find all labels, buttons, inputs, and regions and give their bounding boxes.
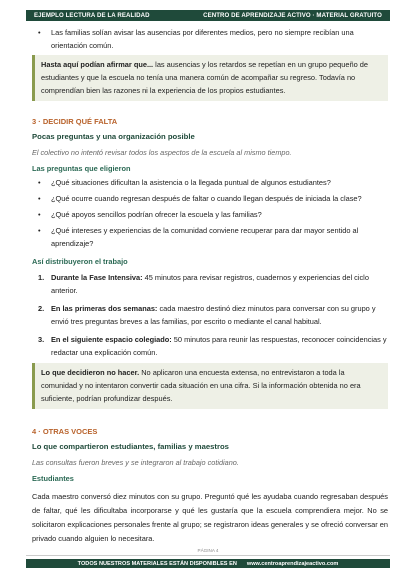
- section-subtitle: Pocas preguntas y una organización posible: [32, 132, 195, 141]
- question-text: ¿Qué apoyos sencillos podrían ofrecer la escuela y las familias?: [51, 210, 262, 219]
- header-right-text: CENTRO DE APRENDIZAJE ACTIVO · MATERIAL GRATUITO: [203, 12, 382, 19]
- list-item: [32, 333, 388, 359]
- question-text: ¿Qué situaciones dificultan la asistencia o la llegada puntual de algunos estudiantes?: [51, 178, 331, 187]
- callout-text: No aplicaron una encuesta extensa, no entrevistaron a toda la comunidad y no intentaron convertir cada situación en una cifra. Si la información obtenida no era suficiente, podrían profundizar después.: [41, 368, 361, 403]
- callout-text: las ausencias y los retardos se repetían en un grupo pequeño de estudiantes y que la escuela no tenía una manera común de acompañar su regreso. Todavía no comprendían bien las razones ni la experiencia de los propios estudiantes.: [41, 60, 369, 95]
- bullet-icon: •: [38, 194, 41, 203]
- bullet-icon: •: [38, 226, 41, 235]
- callout-box: [32, 55, 388, 101]
- footer-left-text: TODOS NUESTROS MATERIALES ESTÁN DISPONIBLES EN: [77, 560, 237, 567]
- bullet-icon: •: [38, 28, 41, 37]
- footer-link[interactable]: www.centroaprendizajeactivo.com: [246, 560, 339, 567]
- header-left-text: EJEMPLO LECTURA DE LA REALIDAD: [34, 12, 150, 19]
- list-item: [32, 224, 388, 250]
- callout-box: [32, 363, 388, 409]
- section-title: 3 · DECIDIR QUÉ FALTA: [32, 117, 118, 126]
- list-item: [32, 302, 388, 328]
- callout-bold: Lo que decidieron no hacer.: [41, 368, 140, 377]
- step-number: 1.: [38, 273, 45, 282]
- list-item: [32, 192, 388, 205]
- bullet-text: Las familias solían avisar las ausencias por diferentes medios, pero no siempre recibían una orientación común.: [51, 28, 354, 50]
- section-title: 4 · OTRAS VOCES: [32, 427, 98, 436]
- step-text: 45 minutos para revisar registros, cuadernos y experiencias del ciclo anterior.: [51, 273, 369, 295]
- page-content: [32, 22, 388, 546]
- page-footer-bar: [26, 559, 390, 568]
- list-item: [32, 176, 388, 189]
- step-bold: En las primeras dos semanas:: [51, 304, 158, 313]
- students-heading: Estudiantes: [32, 474, 74, 483]
- top-bullet-list: [32, 26, 388, 52]
- list-item: [32, 271, 388, 297]
- step-bold: Durante la Fase Intensiva:: [51, 273, 143, 282]
- questions-heading: Las preguntas que eligieron: [32, 164, 131, 173]
- page-header-bar: [26, 10, 390, 21]
- bullet-icon: •: [38, 178, 41, 187]
- step-text: cada maestro destinó diez minutos para conversar con su grupo y envió tres preguntas breves a las familias, por escrito o mediante el canal habitual.: [51, 304, 376, 326]
- steps-list: [32, 271, 388, 359]
- question-text: ¿Qué intereses y experiencias de la comunidad conviene recuperar para dar mayor sentido al aprendizaje?: [51, 226, 359, 248]
- list-item: [32, 208, 388, 221]
- work-heading: Así distribuyeron el trabajo: [32, 257, 128, 266]
- students-paragraph: Cada maestro conversó diez minutos con su grupo. Preguntó qué les ayudaba cuando regresaban después de faltar, qué les dificultaba incorporarse y qué les gustaría que la escuela comprendiera mejor. No se solicitaron explicaciones personales frente al grupo; se registraron ideas generales y se ofreció conversar en privado cuando alguien lo necesitara.: [32, 492, 388, 543]
- question-text: ¿Qué ocurre cuando regresan después de faltar o cuando llegan después de iniciada la clase?: [51, 194, 362, 203]
- list-item: [32, 26, 388, 52]
- section-intro: Las consultas fueron breves y se integraron al trabajo cotidiano.: [32, 458, 239, 467]
- step-number: 3.: [38, 335, 45, 344]
- step-number: 2.: [38, 304, 45, 313]
- step-text: 50 minutos para reunir las respuestas, reconocer coincidencias y redactar una explicación común.: [51, 335, 387, 357]
- callout-bold: Hasta aquí podían afirmar que...: [41, 60, 154, 69]
- step-bold: En el siguiente espacio colegiado:: [51, 335, 172, 344]
- section-subtitle: Lo que compartieron estudiantes, familias y maestros: [32, 442, 229, 451]
- footer-divider: [26, 555, 390, 556]
- section-intro: El colectivo no intentó revisar todos los aspectos de la escuela al mismo tiempo.: [32, 148, 292, 157]
- questions-list: [32, 176, 388, 250]
- bullet-icon: •: [38, 210, 41, 219]
- page-number: PÁGINA 4: [197, 548, 219, 553]
